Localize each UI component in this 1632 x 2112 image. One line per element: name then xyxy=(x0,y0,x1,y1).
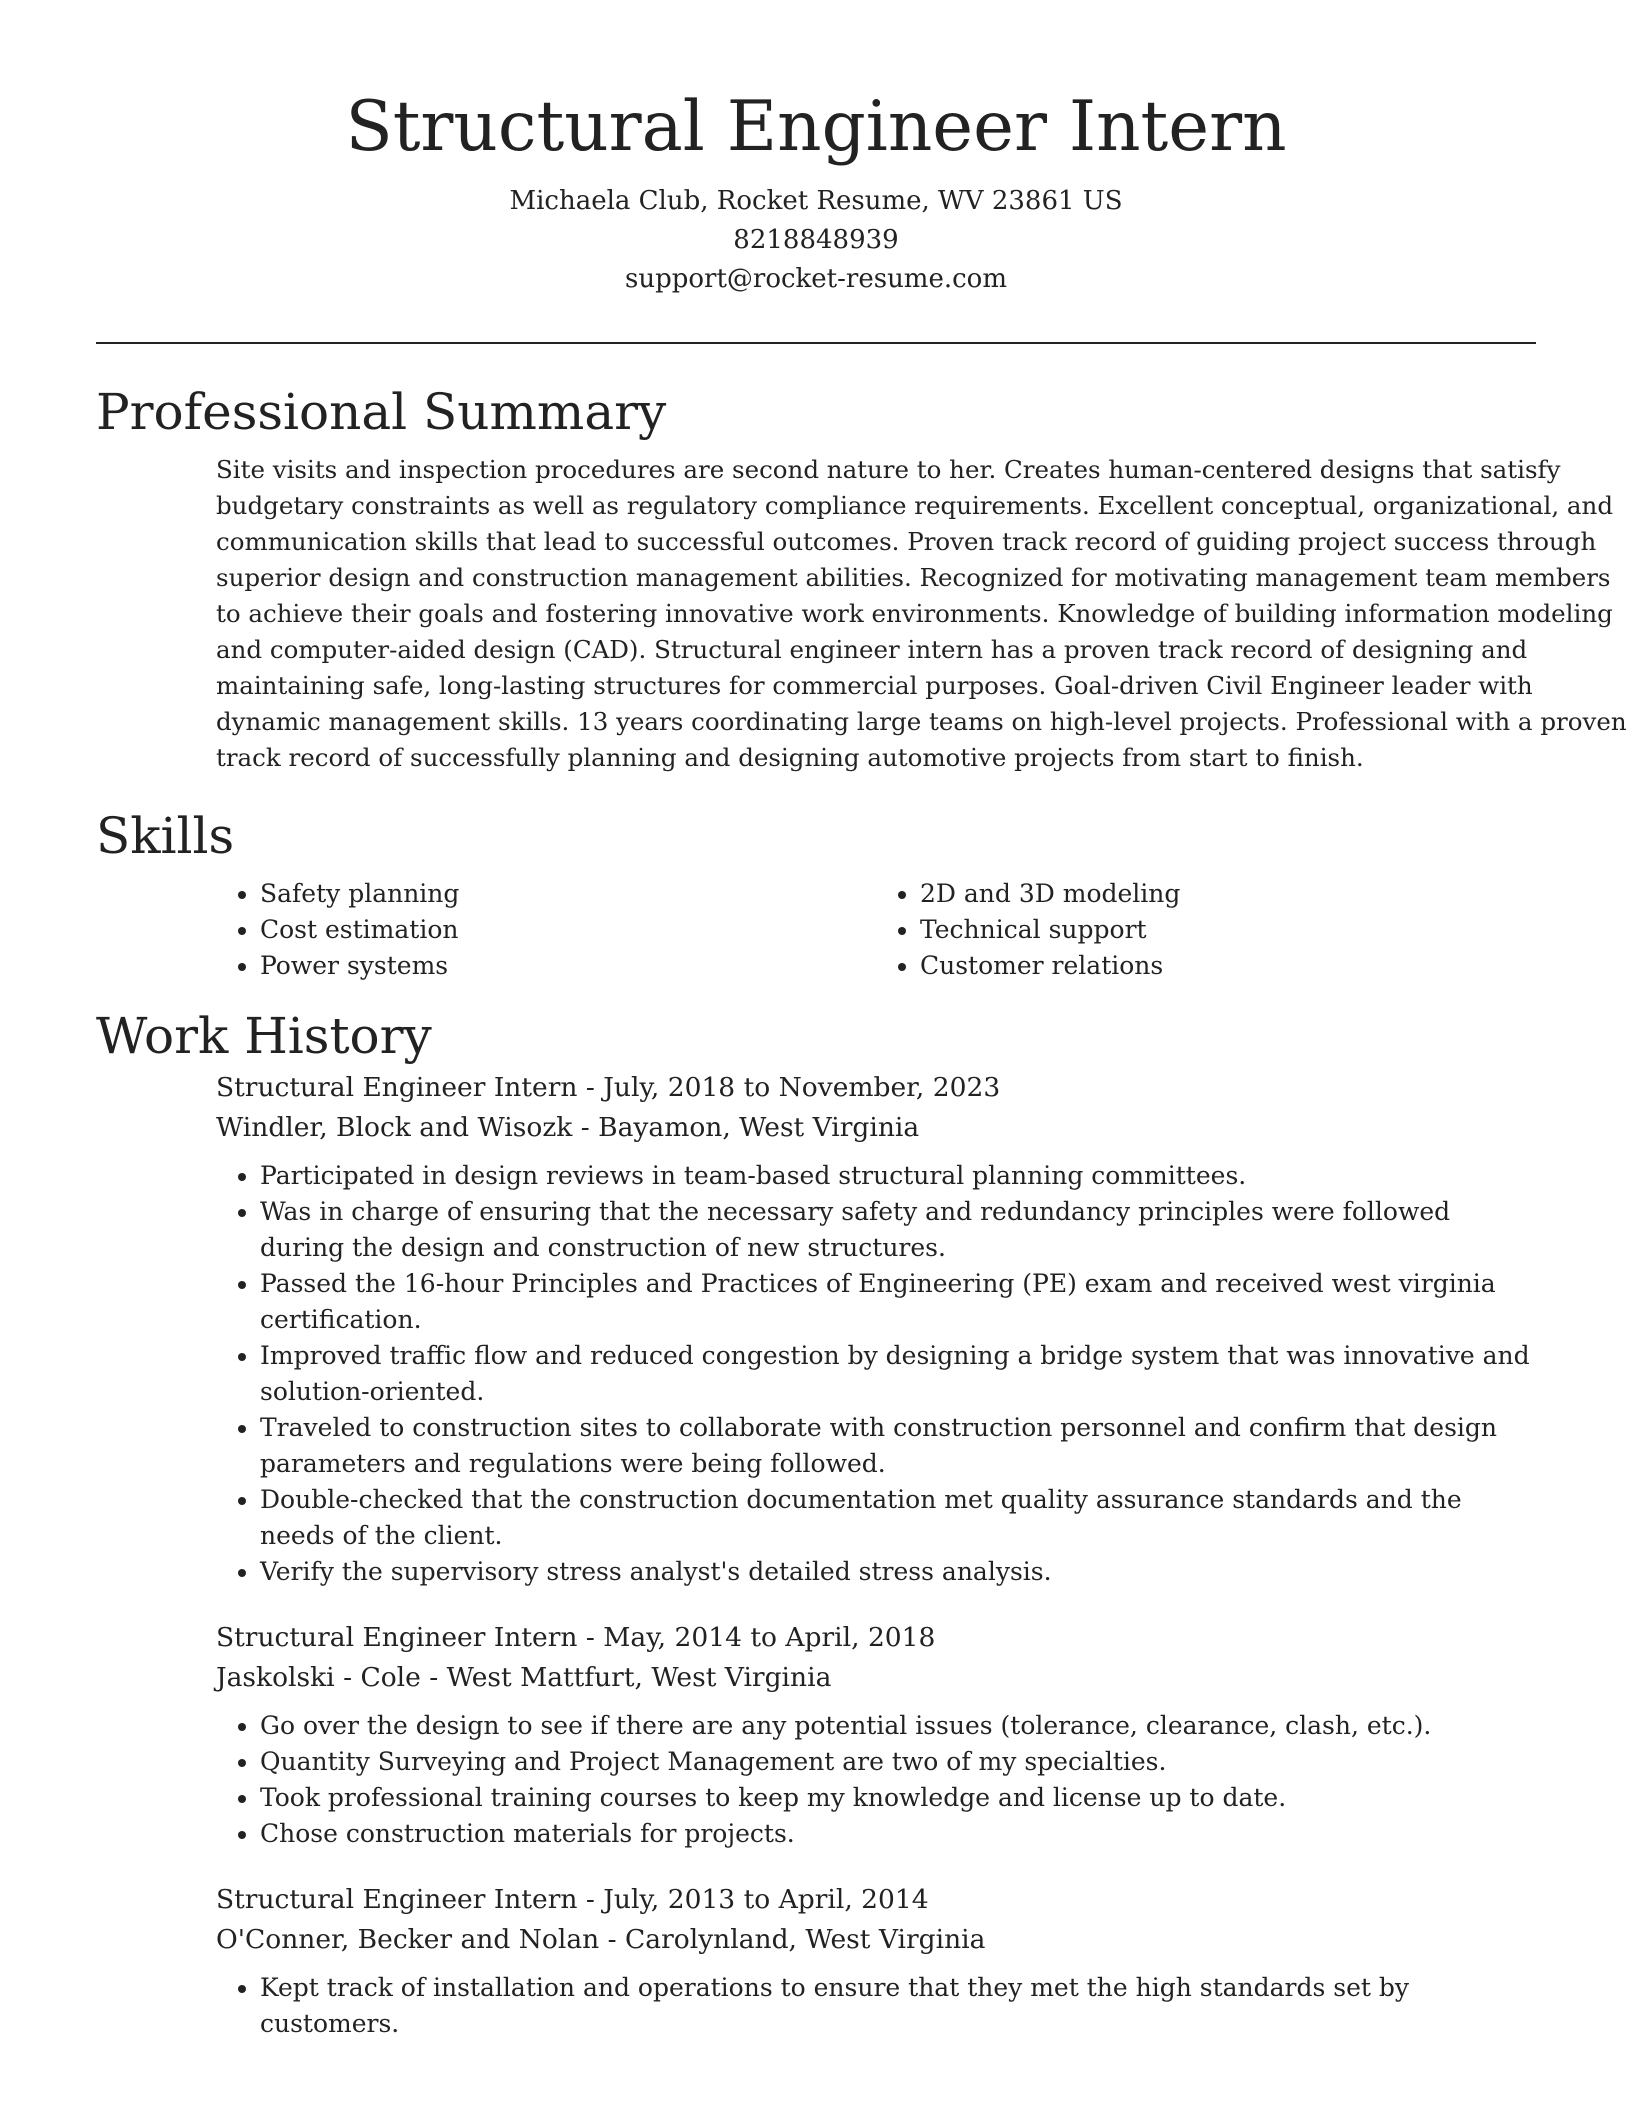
job-company: O'Conner, Becker and Nolan xyxy=(216,1924,600,1955)
page-title: Structural Engineer Intern xyxy=(345,87,1287,167)
skills-section xyxy=(96,804,1536,984)
summary-text: Site visits and inspection procedures are second nature to her. Creates human-centered designs that satisfy budgetary constraints as well as regulatory compliance requirements. Excellent conceptual, organizational, and communication skills that lead to successful outcomes. Proven track record of guiding project success through superior design and construction management abilities. Recognized for motivating management team members to achieve their goals and fostering innovative work environments. Knowledge of building information modeling and computer-aided design (CAD). Structural engineer intern has a proven track record of designing and maintaining safe, long-lasting structures for commercial purposes. Goal-driven Civil Engineer leader with dynamic management skills. 13 years coordinating large teams on high-level projects. Professional with a proven track record of successfully planning and designing automotive projects from start to finish. xyxy=(216,455,1627,772)
job-location: - West Mattfurt, West Virginia xyxy=(420,1662,832,1693)
job-entry xyxy=(216,1618,1536,1852)
work-history-heading: Work History xyxy=(96,1007,432,1065)
job-entry xyxy=(216,1880,1536,2042)
contact-info xyxy=(0,182,1632,299)
job-dates: - May, 2014 to April, 2018 xyxy=(577,1622,936,1653)
job-title-line xyxy=(216,1068,1536,1108)
duty-item: • Double-checked that the construction documentation met quality assurance standards and the needs of the client. xyxy=(260,1482,1536,1554)
job-duties xyxy=(216,1708,1536,1852)
duty-item: • Took professional training courses to keep my knowledge and license up to date. xyxy=(260,1780,1536,1816)
job-role: Structural Engineer Intern xyxy=(216,1072,578,1103)
job-title-line xyxy=(216,1880,1536,1920)
skills-heading: Skills xyxy=(96,807,235,865)
skill-item: • Customer relations xyxy=(920,948,1536,984)
address-text: Michaela Club, Rocket Resume, WV 23861 US xyxy=(509,186,1123,216)
job-dates: - July, 2018 to November, 2023 xyxy=(577,1072,1001,1103)
work-history-section xyxy=(96,1004,1536,2042)
duty-item: • Kept track of installation and operations to ensure that they met the high standards set by customers. xyxy=(260,1970,1536,2042)
resume-header xyxy=(0,0,1632,299)
duty-item: • Was in charge of ensuring that the necessary safety and redundancy principles were followed during the design and construction of new structures. xyxy=(260,1194,1536,1266)
skills-column-left xyxy=(216,876,876,984)
job-company: Jaskolski - Cole xyxy=(216,1662,421,1693)
job-location: - Carolynland, West Virginia xyxy=(599,1924,986,1955)
job-dates: - July, 2013 to April, 2014 xyxy=(577,1884,929,1915)
summary-heading: Professional Summary xyxy=(96,383,667,441)
header-divider xyxy=(96,342,1536,344)
skill-item: • Safety planning xyxy=(260,876,876,912)
job-company-line xyxy=(216,1108,1536,1148)
duty-item: • Verify the supervisory stress analyst's detailed stress analysis. xyxy=(260,1554,1536,1590)
duty-item: • Passed the 16-hour Principles and Practices of Engineering (PE) exam and received west virginia certification. xyxy=(260,1266,1536,1338)
duty-item: • Traveled to construction sites to collaborate with construction personnel and confirm that design parameters and regulations were being followed. xyxy=(260,1410,1536,1482)
job-duties xyxy=(216,1158,1536,1590)
duty-item: • Participated in design reviews in team-based structural planning committees. xyxy=(260,1158,1536,1194)
skill-item: • Technical support xyxy=(920,912,1536,948)
skill-item: • 2D and 3D modeling xyxy=(920,876,1536,912)
job-title-line xyxy=(216,1618,1536,1658)
skill-item: • Cost estimation xyxy=(260,912,876,948)
phone-text: 8218848939 xyxy=(733,225,899,255)
skills-list xyxy=(216,876,1536,984)
resume-body xyxy=(96,380,1627,2070)
job-role: Structural Engineer Intern xyxy=(216,1884,578,1915)
skills-column-right xyxy=(876,876,1536,984)
duty-item: • Quantity Surveying and Project Management are two of my specialties. xyxy=(260,1744,1536,1780)
duty-item: • Chose construction materials for projects. xyxy=(260,1816,1536,1852)
job-location: - Bayamon, West Virginia xyxy=(572,1112,920,1143)
job-duties xyxy=(216,1970,1536,2042)
job-company-line xyxy=(216,1920,1536,1960)
job-company: Windler, Block and Wisozk xyxy=(216,1112,573,1143)
summary-section xyxy=(96,380,1627,776)
email-text: support@rocket-resume.com xyxy=(624,264,1007,294)
skill-item: • Power systems xyxy=(260,948,876,984)
job-entry xyxy=(216,1068,1536,1590)
duty-item: • Go over the design to see if there are any potential issues (tolerance, clearance, clash, etc.). xyxy=(260,1708,1536,1744)
duty-item: • Improved traffic flow and reduced congestion by designing a bridge system that was innovative and solution-oriented. xyxy=(260,1338,1536,1410)
job-role: Structural Engineer Intern xyxy=(216,1622,578,1653)
job-company-line xyxy=(216,1658,1536,1698)
